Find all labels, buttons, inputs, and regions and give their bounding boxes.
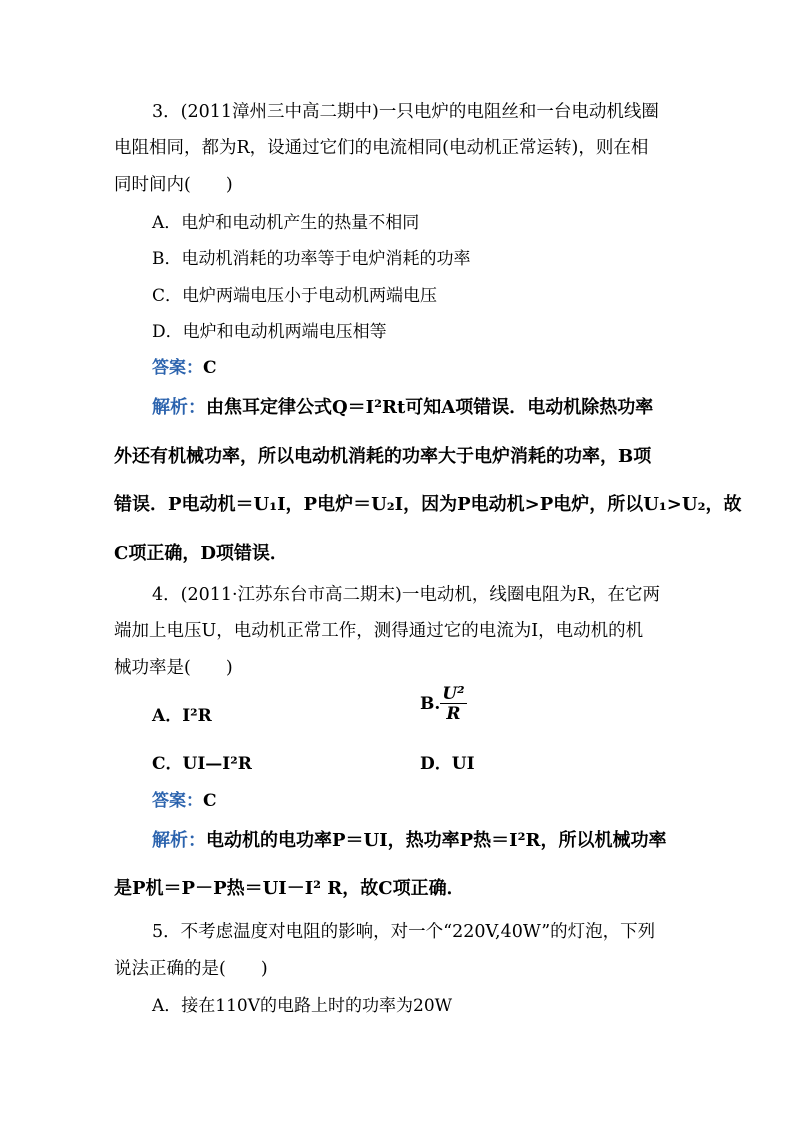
q5-option-a: A．接在110V的电路上时的功率为20W bbox=[152, 996, 453, 1016]
q4-stem-line-1: 4．(2011·江苏东台市高二期末)一电动机，线圈电阻为R，在它两 bbox=[152, 585, 661, 605]
q4-analysis-line-2: 是P机＝P－P热＝UI－I² R，故C项正确． bbox=[114, 878, 465, 899]
q4-analysis-label: 解析： bbox=[152, 830, 206, 851]
q4-stem-line-3: 械功率是( ) bbox=[114, 658, 233, 678]
q3-analysis-text-1: 由焦耳定律公式Q＝I²Rt可知A项错误．电动机除热功率 bbox=[206, 397, 654, 418]
q3-analysis-line-4: C项正确，D项错误． bbox=[114, 543, 288, 564]
q5-stem-line-1: 5．不考虑温度对电阻的影响，对一个“220V,40W”的灯泡，下列 bbox=[152, 922, 656, 942]
q3-stem-line-2: 电阻相同，都为R，设通过它们的电流相同(电动机正常运转)，则在相 bbox=[114, 138, 649, 158]
q4-answer-label: 答案： bbox=[152, 791, 203, 811]
q4-option-a: A．I²R bbox=[152, 706, 212, 726]
q3-option-b: B．电动机消耗的功率等于电炉消耗的功率 bbox=[152, 249, 471, 269]
q3-option-a: A．电炉和电动机产生的热量不相同 bbox=[152, 213, 420, 233]
q3-option-c: C．电炉两端电压小于电动机两端电压 bbox=[152, 286, 438, 306]
q4-option-b bbox=[420, 685, 467, 724]
q4-stem-line-2: 端加上电压U，电动机正常工作，测得通过它的电流为I，电动机的机 bbox=[114, 621, 644, 641]
q4-analysis-text-1: 电动机的电功率P＝UI，热功率P热＝I²R，所以机械功率 bbox=[206, 830, 667, 851]
q4-analysis-line-1 bbox=[152, 826, 666, 852]
q4-option-b-numerator: U² bbox=[442, 684, 465, 704]
q4-answer bbox=[152, 786, 217, 811]
q3-answer-label: 答案： bbox=[152, 358, 203, 378]
q3-stem-line-1: 3．(2011漳州三中高二期中)一只电炉的电阻丝和一台电动机线圈 bbox=[152, 102, 659, 122]
q3-analysis-line-2: 外还有机械功率，所以电动机消耗的功率大于电炉消耗的功率，B项 bbox=[114, 446, 652, 467]
q5-stem-line-2: 说法正确的是( ) bbox=[114, 959, 268, 979]
q3-answer bbox=[152, 353, 217, 378]
q3-option-d: D．电炉和电动机两端电压相等 bbox=[152, 322, 387, 342]
q3-stem-line-3: 同时间内( ) bbox=[114, 175, 233, 195]
q3-answer-value: C bbox=[203, 358, 217, 378]
q4-option-d: D．UI bbox=[420, 754, 475, 774]
q4-option-b-fraction bbox=[440, 685, 466, 724]
q4-option-b-denominator: R bbox=[446, 704, 461, 724]
q3-analysis-line-1 bbox=[152, 393, 653, 419]
q3-analysis-label: 解析： bbox=[152, 397, 206, 418]
q4-option-c: C．UI—I²R bbox=[152, 754, 252, 774]
q4-option-b-prefix: B. bbox=[420, 694, 441, 714]
q4-answer-value: C bbox=[203, 791, 217, 811]
q3-analysis-line-3: 错误．P电动机＝U₁I，P电炉＝U₂I，因为P电动机>P电炉，所以U₁>U₂，故 bbox=[114, 494, 742, 515]
